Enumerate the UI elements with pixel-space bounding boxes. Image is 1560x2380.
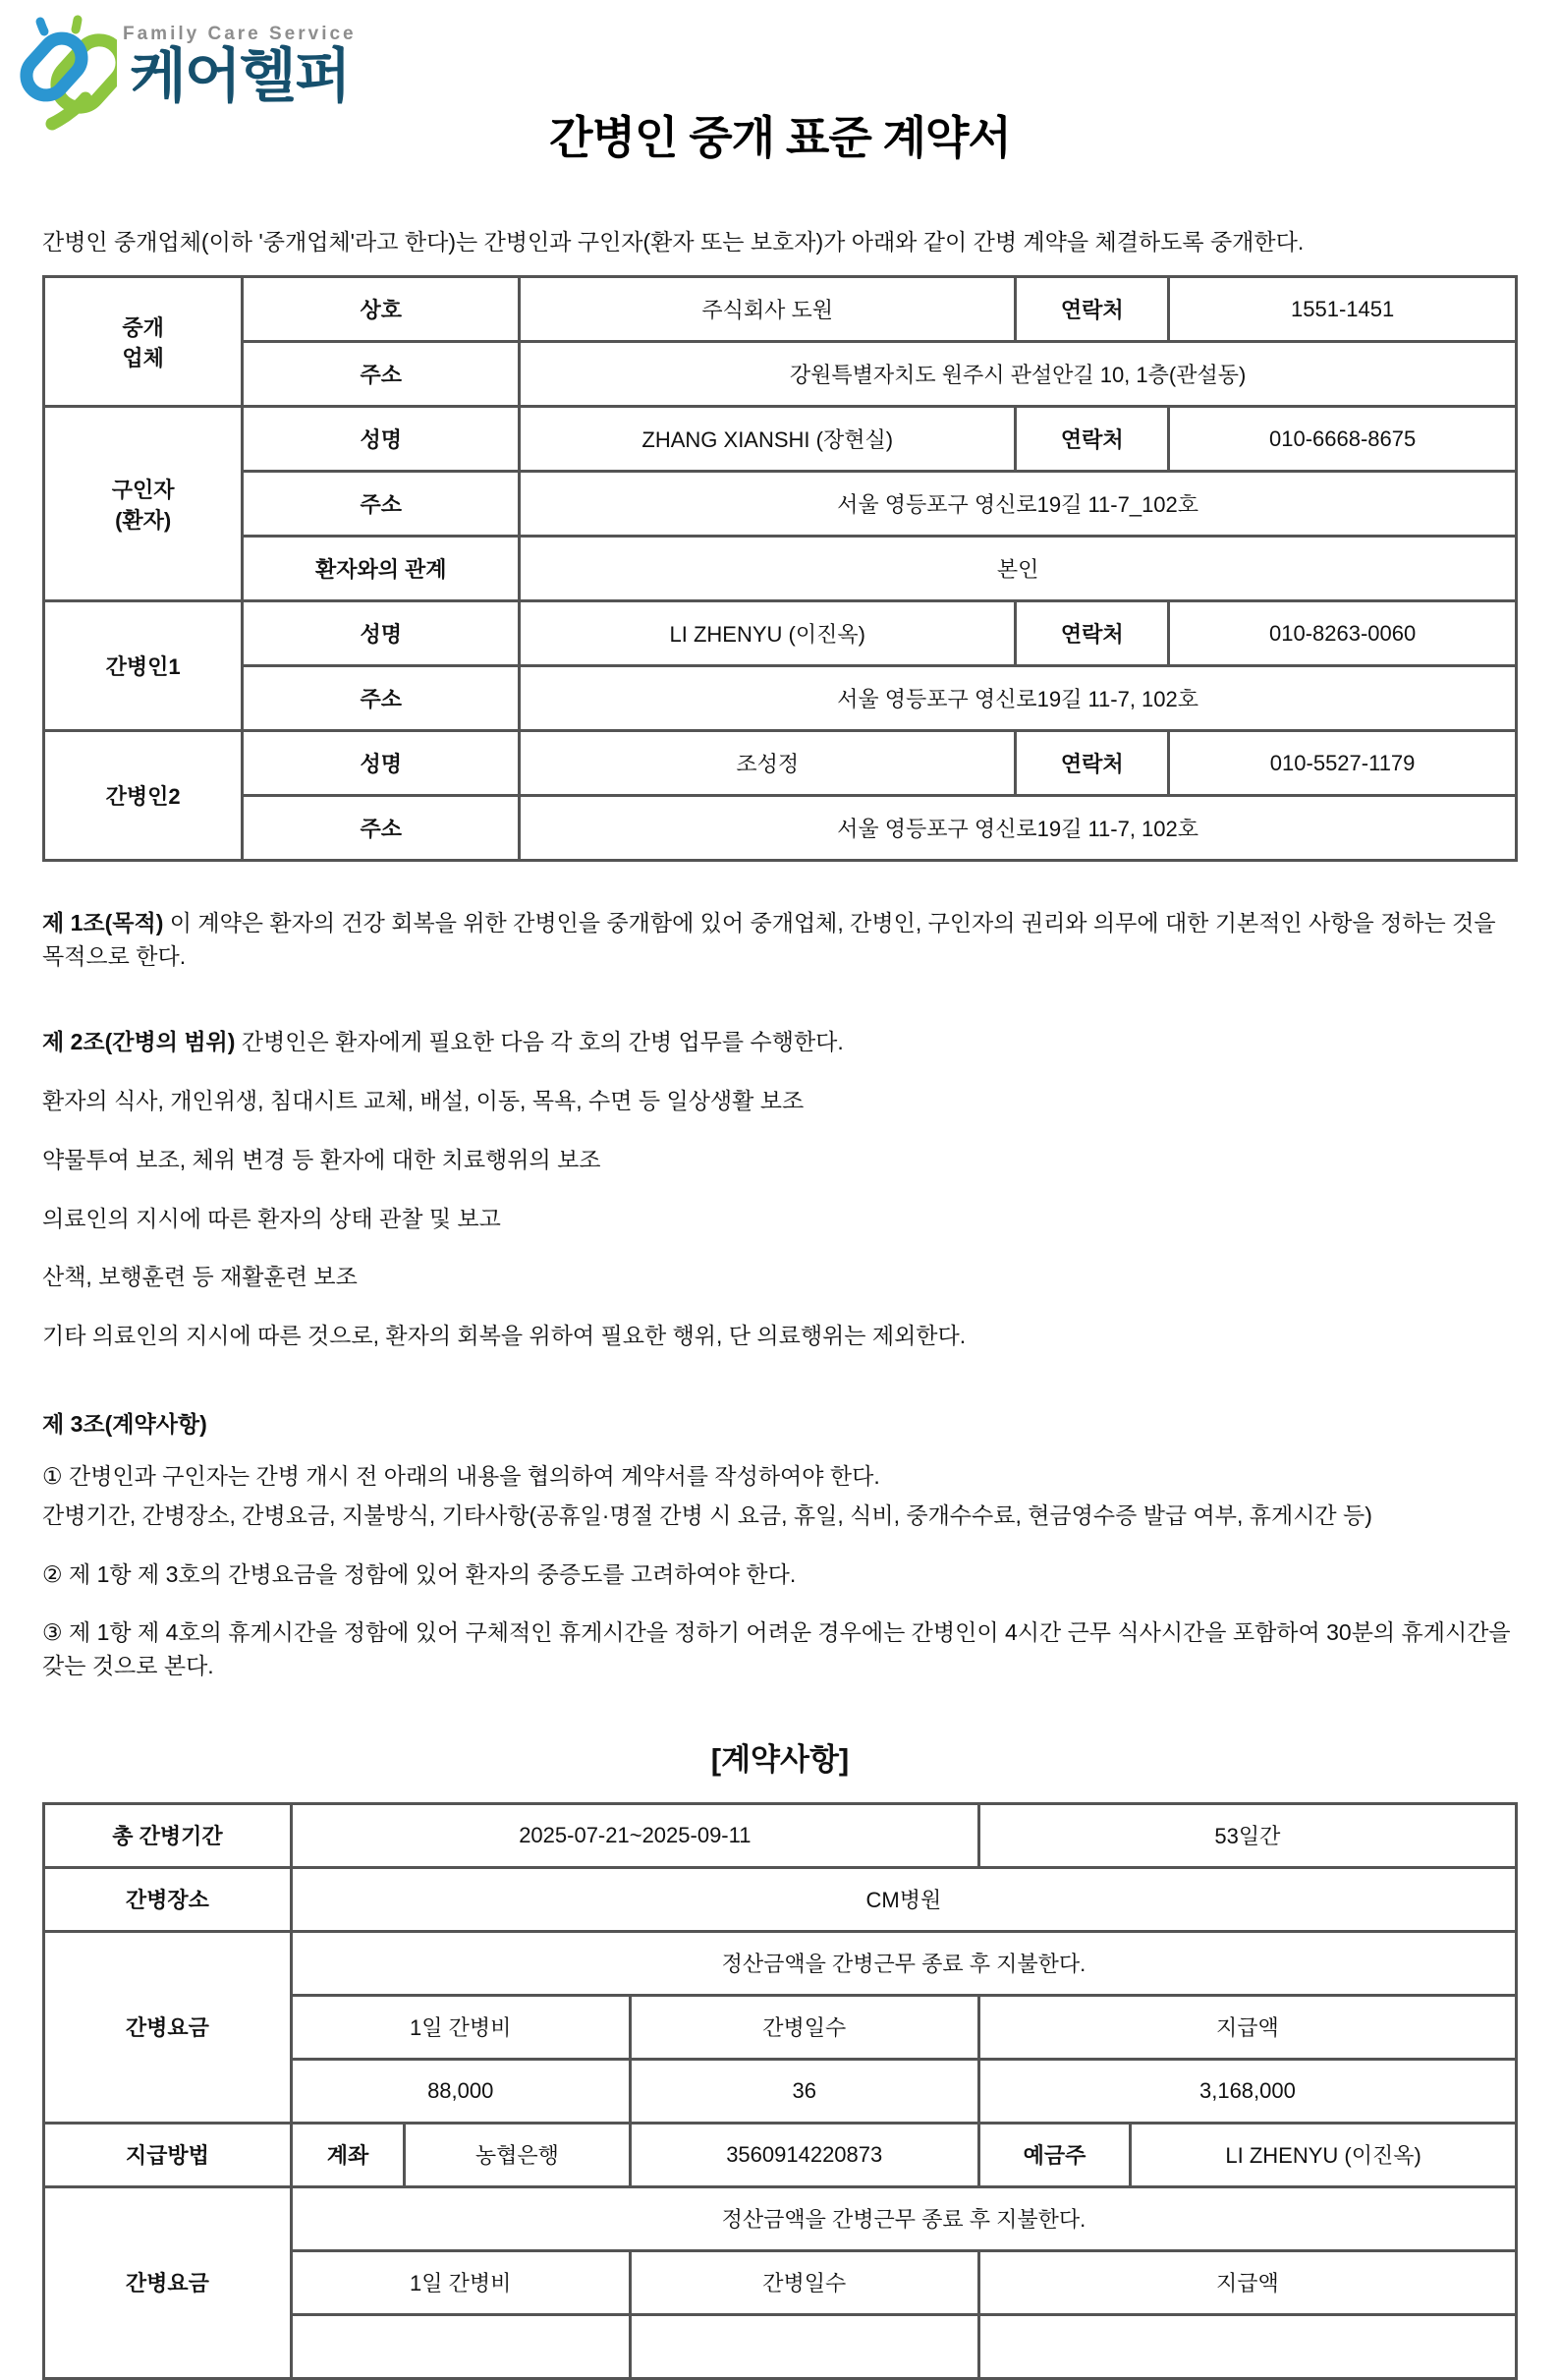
holder-name: LI ZHENYU (이진옥) bbox=[1131, 2123, 1517, 2186]
caregiver2-name-label: 성명 bbox=[243, 731, 520, 796]
clause2-item-2: 약물투여 보조, 체위 변경 등 환자에 대한 치료행위의 보조 bbox=[42, 1146, 601, 1172]
broker-company-value: 주식회사 도원 bbox=[520, 277, 1016, 342]
employer-group-line1: 구인자 bbox=[111, 477, 175, 502]
clause2-item-5: 기타 의료인의 지시에 따른 것으로, 환자의 회복을 위하여 필요한 행위, 단 의료행위는 제외한다. bbox=[42, 1323, 967, 1349]
fee2-header-days: 간병일수 bbox=[630, 2250, 978, 2314]
holder-label: 예금주 bbox=[978, 2123, 1130, 2186]
broker-group-line2: 업체 bbox=[122, 345, 164, 370]
fee-header-total: 지급액 bbox=[978, 1995, 1516, 2059]
clause3-paragraph-2: ② 제 1항 제 3호의 간병요금을 정함에 있어 환자의 중증도를 고려하여야 한다. bbox=[42, 1561, 797, 1587]
clause2-item-1: 환자의 식사, 개인위생, 침대시트 교체, 배설, 이동, 목욕, 수면 등 일상생활 보조 bbox=[42, 1087, 805, 1113]
fee-header-daily: 1일 간병비 bbox=[291, 1995, 630, 2059]
clause1 bbox=[42, 907, 1518, 973]
logo-tagline: Family Care Service bbox=[123, 24, 357, 44]
caregiver1-contact-label: 연락처 bbox=[1016, 601, 1169, 666]
clause2-heading: 제 2조(간병의 범위) bbox=[42, 1028, 236, 1054]
carehelper-logo bbox=[15, 10, 357, 140]
caregiver1-address-value: 서울 영등포구 영신로19길 11-7, 102호 bbox=[520, 666, 1517, 731]
table-row bbox=[44, 1931, 1517, 1995]
fee2-value-total-clipped bbox=[978, 2314, 1516, 2378]
clause2-item-4: 산책, 보행훈련 등 재활훈련 보조 bbox=[42, 1264, 358, 1290]
fee2-value-daily-clipped bbox=[291, 2314, 630, 2378]
table-row bbox=[44, 1867, 1517, 1931]
employer-group-line2: (환자) bbox=[115, 507, 172, 533]
parties-table bbox=[42, 275, 1518, 862]
clause3-paragraph-3: ③ 제 1항 제 4호의 휴게시간을 정함에 있어 구체적인 휴게시간을 정하기 어려운 경우에는 간병인이 4시간 근무 식사시간을 포함하여 30분의 휴게시간을 갖는 것으로 본다. bbox=[42, 1618, 1511, 1679]
clause2-item-3: 의료인의 지시에 따른 환자의 상태 관찰 및 보고 bbox=[42, 1205, 501, 1231]
caregiver2-contact-value: 010-5527-1179 bbox=[1169, 731, 1517, 796]
table-row bbox=[44, 2186, 1517, 2250]
broker-address-label: 주소 bbox=[243, 342, 520, 407]
fee-value-daily: 88,000 bbox=[291, 2059, 630, 2123]
employer-contact-label: 연락처 bbox=[1016, 407, 1169, 472]
fee-value-total: 3,168,000 bbox=[978, 2059, 1516, 2123]
fee2-header-total: 지급액 bbox=[978, 2250, 1516, 2314]
employer-relation-value: 본인 bbox=[520, 537, 1517, 601]
contract-details-table bbox=[42, 1802, 1518, 2380]
caregiver2-group-label: 간병인2 bbox=[44, 731, 243, 861]
caregiver1-name-label: 성명 bbox=[243, 601, 520, 666]
caregiver1-name-value: LI ZHENYU (이진옥) bbox=[520, 601, 1016, 666]
period-days: 53일간 bbox=[978, 1803, 1516, 1867]
caregiver2-contact-label: 연락처 bbox=[1016, 731, 1169, 796]
period-label: 총 간병기간 bbox=[44, 1803, 292, 1867]
broker-contact-value: 1551-1451 bbox=[1169, 277, 1517, 342]
account-number: 3560914220873 bbox=[630, 2123, 978, 2186]
table-row bbox=[44, 2123, 1517, 2186]
caregiver2-address-label: 주소 bbox=[243, 796, 520, 861]
caregiver1-contact-value: 010-8263-0060 bbox=[1169, 601, 1517, 666]
payment-label: 지급방법 bbox=[44, 2123, 292, 2186]
fee-label: 간병요금 bbox=[44, 1931, 292, 2123]
place-label: 간병장소 bbox=[44, 1867, 292, 1931]
bank-name: 농협은행 bbox=[405, 2123, 630, 2186]
broker-group-line1: 중개 bbox=[122, 314, 164, 340]
employer-group-label bbox=[44, 407, 243, 601]
employer-name-label: 성명 bbox=[243, 407, 520, 472]
table-row bbox=[44, 407, 1517, 472]
table-row bbox=[44, 342, 1517, 407]
intro-paragraph: 간병인 중개업체(이하 '중개업체'라고 한다)는 간병인과 구인자(환자 또는 보호자)가 아래와 같이 간병 계약을 체결하도록 중개한다. bbox=[42, 229, 1305, 255]
clause1-body: 이 계약은 환자의 건강 회복을 위한 간병인을 중개함에 있어 중개업체, 간병인, 구인자의 권리와 의무에 대한 기본적인 사항을 정하는 것을 목적으로 한다. bbox=[42, 910, 1496, 969]
table-row bbox=[44, 537, 1517, 601]
heart-links-icon bbox=[15, 10, 117, 140]
clause1-heading: 제 1조(목적) bbox=[42, 910, 164, 936]
broker-contact-label: 연락처 bbox=[1016, 277, 1169, 342]
employer-address-value: 서울 영등포구 영신로19길 11-7_102호 bbox=[520, 472, 1517, 537]
caregiver1-address-label: 주소 bbox=[243, 666, 520, 731]
fee2-note: 정산금액을 간병근무 종료 후 지불한다. bbox=[291, 2186, 1516, 2250]
employer-address-label: 주소 bbox=[243, 472, 520, 537]
table-row bbox=[44, 1803, 1517, 1867]
employer-relation-label: 환자와의 관계 bbox=[243, 537, 520, 601]
caregiver2-name-value: 조성정 bbox=[520, 731, 1016, 796]
logo-text bbox=[123, 10, 357, 107]
period-value: 2025-07-21~2025-09-11 bbox=[291, 1803, 978, 1867]
clause3-paragraph-1a: ① 간병인과 구인자는 간병 개시 전 아래의 내용을 협의하여 계약서를 작성하여야 한다. bbox=[42, 1463, 880, 1490]
page-title: 간병인 중개 표준 계약서 bbox=[549, 112, 1011, 163]
clause3-paragraph-1b: 간병기간, 간병장소, 간병요금, 지불방식, 기타사항(공휴일·명절 간병 시 요금, 휴일, 식비, 중개수수료, 현금영수증 발급 여부, 휴게시간 등) bbox=[42, 1502, 1372, 1529]
table-row bbox=[44, 601, 1517, 666]
clause2 bbox=[42, 1028, 1518, 1057]
clause3-heading: 제 3조(계약사항) bbox=[42, 1411, 207, 1438]
clause2-body: 간병인은 환자에게 필요한 다음 각 호의 간병 업무를 수행한다. bbox=[241, 1028, 844, 1054]
fee2-value-days-clipped bbox=[630, 2314, 978, 2378]
broker-address-value: 강원특별자치도 원주시 관설안길 10, 1층(관설동) bbox=[520, 342, 1517, 407]
place-value: CM병원 bbox=[291, 1867, 1516, 1931]
caregiver1-group-label: 간병인1 bbox=[44, 601, 243, 731]
fee2-header-daily: 1일 간병비 bbox=[291, 2250, 630, 2314]
broker-company-label: 상호 bbox=[243, 277, 520, 342]
employer-contact-value: 010-6668-8675 bbox=[1169, 407, 1517, 472]
broker-group-label bbox=[44, 277, 243, 407]
table-row bbox=[44, 277, 1517, 342]
account-label: 계좌 bbox=[291, 2123, 404, 2186]
fee-header-days: 간병일수 bbox=[630, 1995, 978, 2059]
document-header bbox=[42, 0, 1518, 193]
contract-section-title: [계약사항] bbox=[710, 1741, 850, 1777]
fee2-label: 간병요금 bbox=[44, 2186, 292, 2378]
caregiver2-address-value: 서울 영등포구 영신로19길 11-7, 102호 bbox=[520, 796, 1517, 861]
fee-note: 정산금액을 간병근무 종료 후 지불한다. bbox=[291, 1931, 1516, 1995]
table-row bbox=[44, 796, 1517, 861]
fee-value-days: 36 bbox=[630, 2059, 978, 2123]
table-row bbox=[44, 731, 1517, 796]
table-row bbox=[44, 666, 1517, 731]
employer-name-value: ZHANG XIANSHI (장현실) bbox=[520, 407, 1016, 472]
logo-brand: 케어헬퍼 bbox=[129, 43, 350, 109]
table-row bbox=[44, 472, 1517, 537]
